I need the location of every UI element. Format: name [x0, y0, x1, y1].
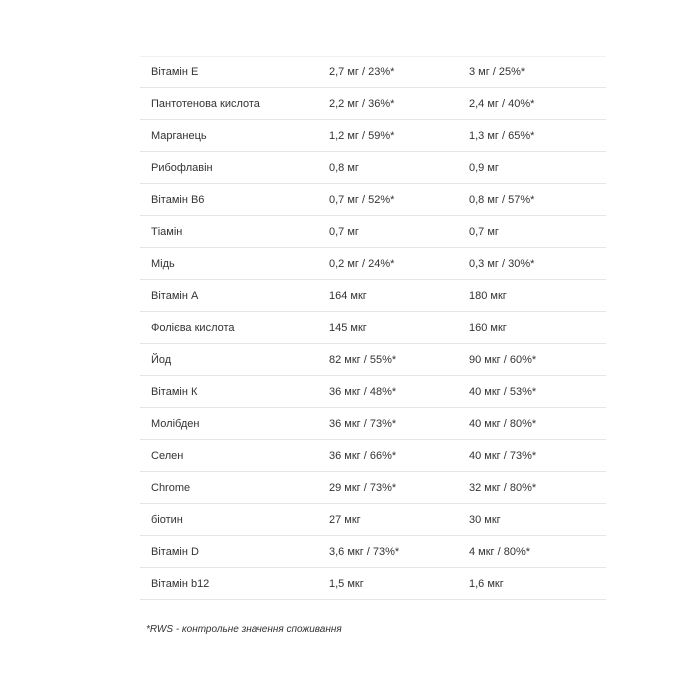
- nutrient-name: Chrome: [151, 481, 191, 494]
- nutrient-name: Вітамін D: [151, 545, 199, 558]
- table-row: [140, 88, 606, 120]
- nutrient-value-serving-1: 3,6 мкг / 73%*: [329, 545, 400, 558]
- nutrient-value-serving-1: 1,5 мкг: [329, 577, 364, 590]
- nutrient-value-serving-2: 160 мкг: [469, 321, 507, 334]
- table-row: [140, 152, 606, 184]
- table-row: [140, 408, 606, 440]
- table-row: [140, 280, 606, 312]
- nutrient-value-serving-1: 0,7 мг: [329, 225, 359, 238]
- nutrient-name: Вітамін b12: [151, 577, 210, 590]
- nutrient-name: Пантотенова кислота: [151, 97, 260, 110]
- table-row: [140, 184, 606, 216]
- nutrient-value-serving-2: 0,3 мг / 30%*: [469, 257, 535, 270]
- nutrient-value-serving-2: 0,9 мг: [469, 161, 499, 174]
- nutrient-value-serving-2: 40 мкг / 53%*: [469, 385, 537, 398]
- nutrient-name: Марганець: [151, 129, 207, 142]
- nutrient-value-serving-1: 36 мкг / 66%*: [329, 449, 397, 462]
- nutrient-value-serving-1: 27 мкг: [329, 513, 361, 526]
- footnote: *RWS - контрольне значення споживання: [146, 624, 342, 635]
- nutrient-name: Фолієва кислота: [151, 321, 235, 334]
- table-row: [140, 312, 606, 344]
- nutrient-name: Рибофлавін: [151, 161, 213, 174]
- nutrient-value-serving-2: 40 мкг / 73%*: [469, 449, 537, 462]
- table-row: [140, 120, 606, 152]
- nutrient-name: Молібден: [151, 417, 200, 430]
- table-row: [140, 376, 606, 408]
- nutrient-value-serving-2: 0,8 мг / 57%*: [469, 193, 535, 206]
- table-row: [140, 472, 606, 504]
- nutrient-name: Вітамін К: [151, 385, 198, 398]
- nutrient-name: Вітамін А: [151, 289, 199, 302]
- nutrient-value-serving-2: 4 мкг / 80%*: [469, 545, 531, 558]
- nutrient-value-serving-2: 1,3 мг / 65%*: [469, 129, 535, 142]
- nutrient-value-serving-2: 90 мкг / 60%*: [469, 353, 537, 366]
- table-row: [140, 568, 606, 600]
- nutrient-value-serving-2: 1,6 мкг: [469, 577, 504, 590]
- nutrient-value-serving-2: 2,4 мг / 40%*: [469, 97, 535, 110]
- nutrient-value-serving-1: 0,8 мг: [329, 161, 359, 174]
- nutrient-value-serving-2: 32 мкг / 80%*: [469, 481, 537, 494]
- nutrient-name: Мідь: [151, 257, 175, 270]
- nutrient-value-serving-1: 0,7 мг / 52%*: [329, 193, 395, 206]
- nutrient-value-serving-1: 29 мкг / 73%*: [329, 481, 397, 494]
- nutrient-value-serving-2: 30 мкг: [469, 513, 501, 526]
- nutrient-value-serving-1: 1,2 мг / 59%*: [329, 129, 395, 142]
- table-row: [140, 216, 606, 248]
- nutrition-table: [140, 56, 606, 600]
- nutrient-value-serving-1: 164 мкг: [329, 289, 367, 302]
- nutrient-value-serving-1: 2,2 мг / 36%*: [329, 97, 395, 110]
- nutrient-value-serving-2: 3 мг / 25%*: [469, 66, 526, 78]
- nutrient-value-serving-1: 2,7 мг / 23%*: [329, 66, 395, 78]
- table-row: [140, 56, 606, 88]
- nutrient-name: Селен: [151, 449, 184, 462]
- table-row: [140, 536, 606, 568]
- nutrient-name: Вітамін В6: [151, 193, 205, 206]
- table-row: [140, 248, 606, 280]
- nutrient-name: Йод: [151, 353, 172, 366]
- nutrient-name: біотин: [151, 513, 183, 526]
- nutrient-value-serving-1: 145 мкг: [329, 321, 367, 334]
- nutrient-name: Тіамін: [151, 225, 183, 238]
- table-row: [140, 504, 606, 536]
- table-row: [140, 440, 606, 472]
- nutrient-value-serving-1: 82 мкг / 55%*: [329, 353, 397, 366]
- nutrient-value-serving-2: 0,7 мг: [469, 225, 499, 238]
- table-row: [140, 344, 606, 376]
- nutrient-value-serving-2: 180 мкг: [469, 289, 507, 302]
- nutrient-value-serving-1: 36 мкг / 73%*: [329, 417, 397, 430]
- nutrient-value-serving-1: 0,2 мг / 24%*: [329, 257, 395, 270]
- nutrient-value-serving-1: 36 мкг / 48%*: [329, 385, 397, 398]
- nutrient-name: Вітамін Е: [151, 66, 199, 78]
- nutrient-value-serving-2: 40 мкг / 80%*: [469, 417, 537, 430]
